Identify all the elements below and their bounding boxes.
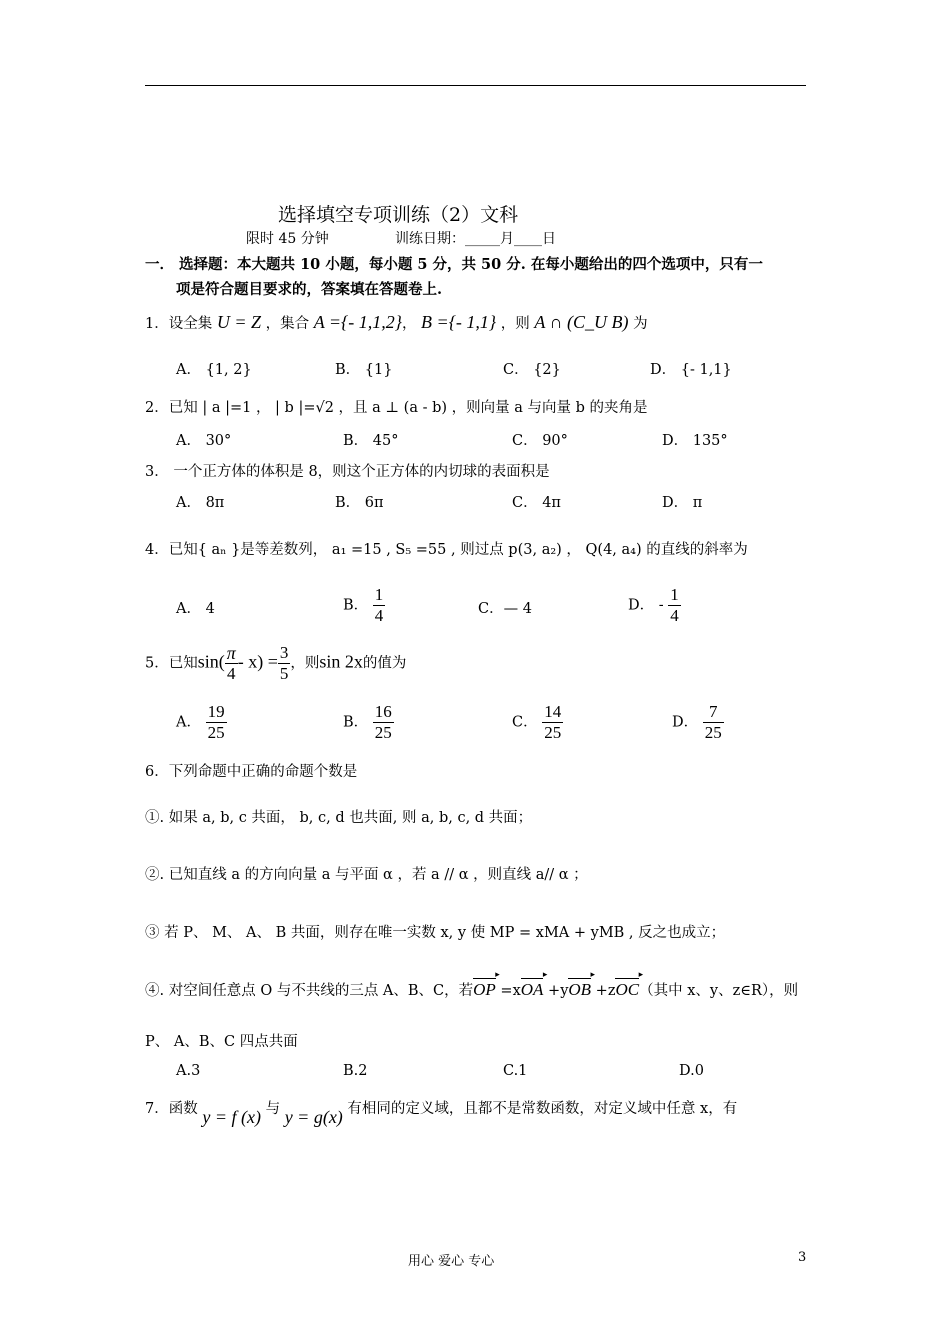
q5-c-fraction — [542, 702, 563, 743]
q7-with: 与 — [265, 1101, 281, 1117]
q1-math-expr: A ∩ (C_U B) — [534, 312, 629, 332]
q4-option-b-fraction — [373, 585, 386, 626]
q5-four: 4 — [227, 664, 236, 683]
q5-d-fraction — [703, 702, 724, 743]
q5-d-num: 7 — [703, 702, 724, 723]
q5-pi: π — [226, 643, 236, 663]
q2-option-c[interactable]: C． 90° — [512, 433, 568, 449]
q6-statement-4 — [145, 979, 798, 1000]
q1-mid: ，集合 — [265, 316, 310, 332]
q1-end: 为 — [633, 316, 648, 332]
q5-c-label: C． — [512, 714, 538, 731]
q4-option-d[interactable] — [628, 585, 681, 626]
q1-mid2: ，则 — [500, 316, 530, 332]
q1-math-u: U = Z — [216, 312, 261, 332]
q1-sep: ， — [401, 316, 417, 332]
time-limit: 限时 45 分钟 — [246, 231, 329, 247]
q1-math-b: B ={- 1,1} — [421, 312, 497, 332]
q3-option-a[interactable]: A． 8π — [176, 495, 225, 511]
q5-option-c[interactable] — [512, 702, 563, 743]
q5-a-fraction — [206, 702, 227, 743]
header-rule — [145, 85, 806, 86]
q5-a-den: 25 — [207, 723, 225, 742]
q5-option-d[interactable] — [672, 702, 724, 743]
q6-statement-2: ②. 已知直线 a 的方向向量 a 与平面 α ，若 a // α ，则直线 a// α ； — [145, 867, 588, 883]
q5-three-fifths — [278, 643, 291, 684]
q5-b-fraction — [373, 702, 394, 743]
q2-option-a[interactable]: A． 30° — [176, 433, 232, 449]
question-1-stem — [145, 312, 648, 333]
q6-option-a[interactable]: A.3 — [176, 1063, 201, 1079]
q4-option-c[interactable]: C．— 4 — [478, 601, 532, 617]
q5-b-num: 16 — [374, 702, 392, 721]
q6-option-b[interactable]: B.2 — [343, 1063, 368, 1079]
q7-prefix: 7．函数 — [145, 1101, 198, 1117]
q1-prefix: 1．设全集 — [145, 316, 213, 332]
q5-pi-over-4 — [225, 643, 238, 684]
q5-minus-x: - x) = — [237, 651, 278, 672]
question-2-stem: 2．已知 | a |=1 ， | b |=√2 ，且 a ⊥ (a - b) ，则向量 a 与向量 b 的夹角是 — [145, 400, 648, 416]
q5-three: 3 — [279, 643, 289, 662]
q6-s4-suffix: （其中 x、y、z∈R），则 — [639, 983, 799, 999]
footer-motto: 用心 爱心 专心 — [408, 1254, 495, 1269]
q1-option-a[interactable]: A． {1, 2} — [176, 362, 252, 378]
vector-oa: OA ▸ — [521, 980, 544, 1000]
q4-option-d-label: D． - — [628, 597, 664, 614]
q6-plus-z: +z — [591, 983, 616, 999]
q5-d-label: D． — [672, 714, 699, 731]
q5-end: 的值为 — [362, 655, 407, 672]
q6-statement-3: ③ 若 P、 M、 A、 B 共面，则存在唯一实数 x, y 使 MP = xMA + yMB , 反之也成立； — [145, 925, 726, 941]
q5-mid: ，则 — [290, 655, 320, 672]
q3-option-c[interactable]: C． 4π — [512, 495, 561, 511]
q6-eq-x: =x — [495, 983, 521, 999]
q5-a-num: 19 — [207, 702, 225, 721]
vector-ob: OB ▸ — [568, 980, 591, 1000]
q5-b-label: B． — [343, 714, 369, 731]
q1-option-b[interactable]: B． {1} — [335, 362, 393, 378]
q6-plus-y: +y — [543, 983, 569, 999]
question-7-stem — [145, 1097, 738, 1127]
q5-sin2x: sin 2x — [319, 651, 363, 672]
q6-option-d[interactable]: D.0 — [679, 1063, 704, 1079]
question-3-stem: 3． 一个正方体的体积是 8，则这个正方体的内切球的表面积是 — [145, 464, 550, 480]
q7-gx: y = g(x) — [284, 1107, 343, 1127]
q1-option-c[interactable]: C． {2} — [503, 362, 561, 378]
q5-b-den: 25 — [374, 723, 392, 742]
q6-statement-1: ①. 如果 a, b, c 共面， b, c, d 也共面, 则 a, b, c, d 共面； — [145, 810, 533, 826]
section-heading-line2: 项是符合题目要求的，答案填在答题卷上. — [176, 281, 443, 298]
q5-option-a[interactable] — [176, 702, 227, 743]
question-6-stem: 6．下列命题中正确的命题个数是 — [145, 764, 358, 780]
q7-end: 有相同的定义域，且都不是常数函数，对定义域中任意 x，有 — [347, 1101, 738, 1117]
vector-op: OP ▸ — [473, 980, 496, 1000]
question-5-stem — [145, 643, 406, 684]
q6-statement-4-line2: P、 A、B、C 四点共面 — [145, 1034, 298, 1050]
q4-d-denominator: 4 — [670, 606, 679, 625]
q5-a-label: A． — [176, 714, 201, 731]
section-heading-line1: 一． 选择题：本大题共 10 小题，每小题 5 分，共 50 分. 在每小题给出的四个选项中，只有一 — [145, 256, 763, 273]
q2-option-d[interactable]: D． 135° — [662, 433, 728, 449]
q5-sin-open: sin( — [197, 651, 225, 672]
q4-b-denominator: 4 — [374, 606, 384, 625]
q6-option-c[interactable]: C.1 — [503, 1063, 528, 1079]
vector-oc: OC ▸ — [615, 980, 639, 1000]
q2-option-b[interactable]: B． 45° — [343, 433, 399, 449]
q1-math-a: A ={- 1,1,2} — [313, 312, 402, 332]
page-title: 选择填空专项训练（2）文科 — [278, 204, 519, 226]
q1-option-d[interactable]: D． {- 1,1} — [650, 362, 732, 378]
q6-s4-prefix: ④. 对空间任意点 O 与不共线的三点 A、B、C，若 — [145, 983, 474, 999]
training-date: 训练日期：_____月____日 — [395, 231, 556, 247]
page-number: 3 — [798, 1250, 807, 1265]
q5-five: 5 — [279, 664, 289, 683]
q4-option-d-fraction — [668, 585, 681, 626]
q3-option-b[interactable]: B． 6π — [335, 495, 384, 511]
q4-d-numerator: 1 — [670, 585, 679, 604]
q5-c-den: 25 — [544, 723, 562, 742]
q3-option-d[interactable]: D． π — [662, 495, 703, 511]
question-4-stem: 4．已知{ aₙ }是等差数列， a₁ =15 , S₅ =55 , 则过点 p(3, a₂) ， Q(4, a₄) 的直线的斜率为 — [145, 542, 748, 558]
q5-prefix: 5．已知 — [145, 655, 198, 672]
q4-option-b-label: B． — [343, 597, 369, 614]
q4-b-numerator: 1 — [374, 585, 384, 604]
q7-fx: y = f (x) — [202, 1107, 261, 1127]
q5-d-den: 25 — [704, 723, 722, 742]
q4-option-b[interactable] — [343, 585, 385, 626]
q5-option-b[interactable] — [343, 702, 394, 743]
q5-c-num: 14 — [544, 702, 562, 721]
q4-option-a[interactable]: A． 4 — [176, 601, 215, 617]
